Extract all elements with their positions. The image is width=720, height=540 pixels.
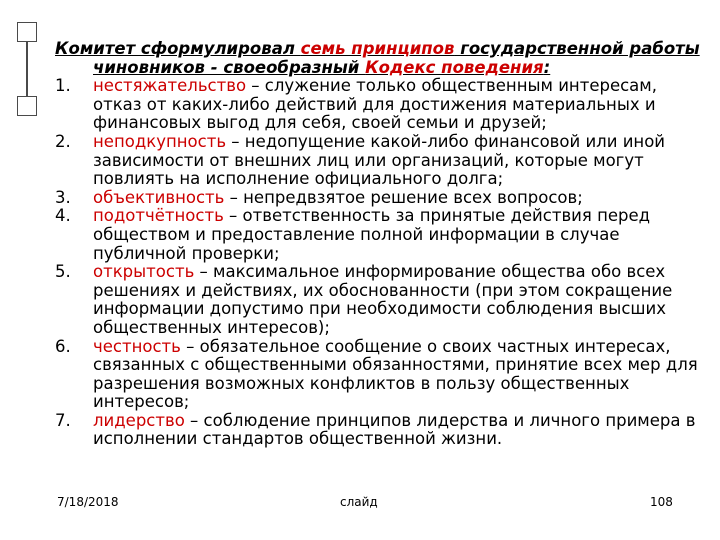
principle-term: лидерство [93, 410, 185, 430]
principle-description: – служение только общественным интересам, отказ от каких-либо действий для достижения материальных и финансовых выгод для себя, своей семьи и друзей; [93, 76, 657, 133]
principle-description: – ответственность за принятые действия перед обществом и предоставление полной информации в случае публичной проверки; [93, 206, 651, 263]
slide-body [55, 40, 705, 449]
footer-page-number: 108 [650, 495, 673, 509]
principle-description: – непредвзятое решение всех вопросов; [224, 187, 583, 207]
principle-item [55, 207, 705, 263]
footer-slide-label: слайд [340, 495, 378, 509]
principle-item [55, 133, 705, 189]
intro-colon: : [543, 57, 551, 77]
principle-number: 2. [55, 131, 71, 151]
principle-item [55, 263, 705, 337]
intro-text-start: Комитет сформулировал [55, 39, 301, 58]
principle-item [55, 189, 705, 208]
principle-number: 4. [55, 206, 71, 226]
principle-term: открытость [93, 262, 195, 282]
principle-term: неподкупность [93, 131, 227, 151]
principle-item [55, 412, 705, 449]
intro-code-of-conduct: Кодекс поведения [365, 57, 544, 77]
principles-list [55, 77, 705, 449]
decorative-square-bottom [17, 96, 37, 116]
principle-number: 5. [55, 262, 71, 282]
principle-description: – недопущение какой-либо финансовой или иной зависимости от внешних лиц или организаций, которые могут повлиять на исполнение официального долга; [93, 131, 666, 189]
decorative-square-top [17, 22, 37, 42]
principle-term: объективность [93, 187, 225, 207]
decorative-connector-line [26, 42, 28, 96]
intro-text-middle: государственной работы чиновников - своеобразный [93, 39, 700, 77]
footer-date: 7/18/2018 [57, 495, 119, 509]
intro-paragraph [55, 40, 705, 77]
principle-number: 7. [55, 410, 71, 430]
principle-number: 1. [55, 76, 71, 96]
principle-term: нестяжательство [93, 76, 247, 96]
principle-term: честность [93, 336, 181, 356]
principle-item [55, 77, 705, 133]
principle-term: подотчётность [93, 206, 224, 226]
principle-description: – соблюдение принципов лидерства и личного примера в исполнении стандартов общественной жизни. [93, 410, 696, 449]
principle-description: – максимальное информирование общества обо всех решениях и действиях, их обоснованности (при этом сокращение информации допустимо при необходимости соблюдения высших общественных интересов); [93, 262, 673, 337]
principle-number: 3. [55, 187, 71, 207]
principle-number: 6. [55, 336, 71, 356]
principle-item [55, 338, 705, 412]
intro-seven-principles: семь принципов [300, 39, 455, 58]
principle-description: – обязательное сообщение о своих частных интересах, связанных с общественными обязанностями, принятие всех мер для разрешения возможных конфликтов в пользу общественных интересов; [93, 336, 698, 412]
